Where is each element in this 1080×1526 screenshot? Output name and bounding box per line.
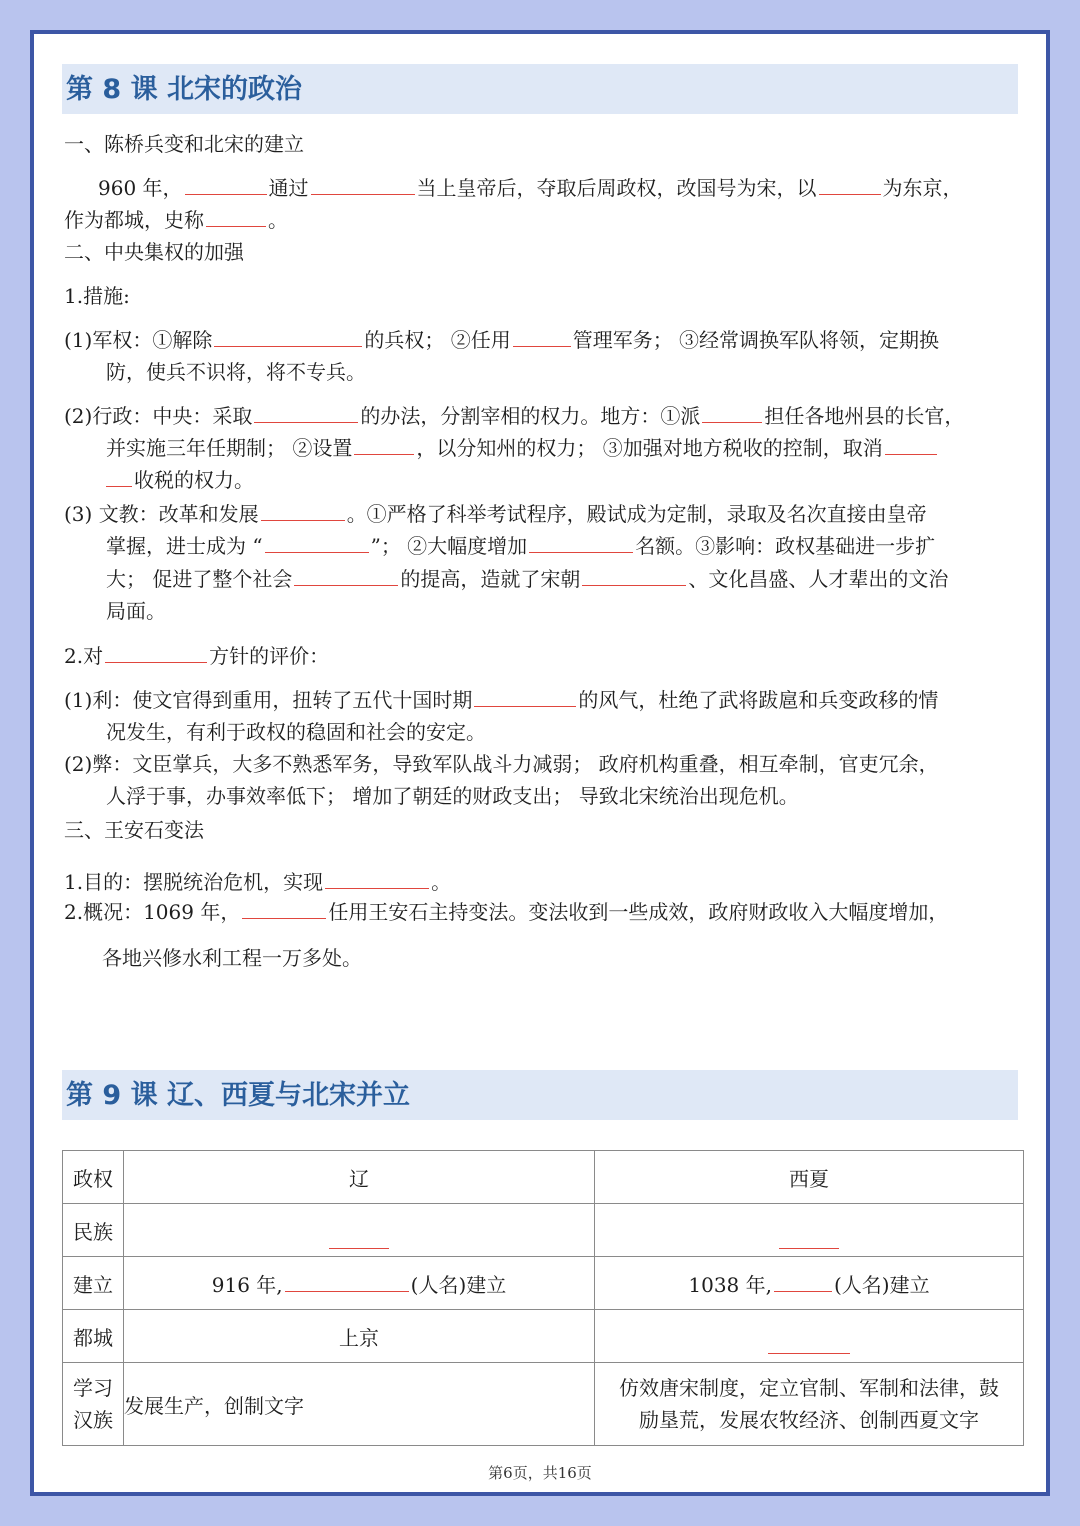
fill-blank[interactable] xyxy=(354,434,414,455)
table-header-cell: 辽 xyxy=(124,1151,595,1204)
document-page xyxy=(30,30,1050,1496)
fill-blank[interactable] xyxy=(513,326,571,347)
table-cell: 上京 xyxy=(124,1310,595,1363)
row-label: 建立 xyxy=(63,1257,124,1310)
table-cell xyxy=(124,1204,595,1257)
fill-blank[interactable] xyxy=(294,565,398,586)
para-chenqiao-line1: 960 年， 通过 当上皇帝后，夺取后周政权，改国号为宋，以 为东京， xyxy=(98,176,963,200)
fill-blank[interactable] xyxy=(529,532,633,553)
fill-blank[interactable] xyxy=(779,1228,839,1249)
military-line1: (1)军权：①解除 的兵权； ②任用 管理军务； ③经常调换军队将领，定期换 xyxy=(64,328,940,352)
con-line1: (2)弊：文臣掌兵，大多不熟悉军务，导致军队战斗力减弱； 政府机构重叠，相互牵制，官吏冗余， xyxy=(64,752,939,776)
section-heading-2: 二、中央集权的加强 xyxy=(64,240,244,264)
admin-line1: (2)行政：中央：采取 的办法，分割宰相的权力。地方：①派 担任各地州县的长官， xyxy=(64,404,965,428)
fill-blank[interactable] xyxy=(214,326,362,347)
fill-blank[interactable] xyxy=(582,565,686,586)
overview-line1: 2.概况：1069 年， 任用王安石主持变法。变法收到一些成效，政府财政收入大幅度增加， xyxy=(64,900,949,924)
table-cell: 仿效唐宋制度，定立官制、军制和法律，鼓 励垦荒，发展农牧经济、创制西夏文字 xyxy=(595,1363,1024,1446)
table-cell xyxy=(595,1310,1024,1363)
pro-line1: (1)利：使文官得到重用，扭转了五代十国时期 的风气，杜绝了武将跋扈和兵变政移的情 xyxy=(64,688,939,712)
fill-blank[interactable] xyxy=(768,1333,850,1354)
culture-line1: (3) 文教：改革和发展 。①严格了科举考试程序，殿试成为定制，录取及名次直接由皇帝 xyxy=(64,502,927,526)
culture-line3: 大； 促进了整个社会 的提高，造就了宋朝 、文化昌盛、人才辈出的文治 xyxy=(106,567,949,591)
row-label: 民族 xyxy=(63,1204,124,1257)
goal-line: 1.目的：摆脱统治危机，实现 。 xyxy=(64,870,452,894)
admin-line3: 收税的权力。 xyxy=(106,466,254,494)
pro-line2: 况发生，有利于政权的稳固和社会的安定。 xyxy=(106,720,486,744)
fill-blank[interactable] xyxy=(185,174,267,195)
con-line2: 人浮于事，办事效率低下； 增加了朝廷的财政支出； 导致北宋统治出现危机。 xyxy=(106,784,799,808)
table-header-row xyxy=(63,1151,1024,1204)
para-chenqiao-line2: 作为都城，史称 。 xyxy=(64,208,288,232)
culture-line4: 局面。 xyxy=(106,599,166,623)
fill-blank[interactable] xyxy=(285,1271,409,1292)
fill-blank[interactable] xyxy=(254,402,358,423)
fill-blank[interactable] xyxy=(474,686,576,707)
table-cell: 发展生产，创制文字 xyxy=(124,1363,595,1446)
table-row xyxy=(63,1204,1024,1257)
page-footer: 第6页，共16页 xyxy=(488,1464,592,1482)
fill-blank[interactable] xyxy=(702,402,762,423)
fill-blank[interactable] xyxy=(265,532,369,553)
table-cell: 916 年, (人名)建立 xyxy=(124,1257,595,1310)
fill-blank[interactable] xyxy=(311,174,415,195)
regimes-table xyxy=(62,1150,1024,1446)
fill-blank[interactable] xyxy=(325,868,429,889)
fill-blank[interactable] xyxy=(261,500,345,521)
table-row xyxy=(63,1363,1024,1446)
fill-blank[interactable] xyxy=(242,898,326,919)
fill-blank[interactable] xyxy=(774,1271,832,1292)
evaluation-label: 2.对 方针的评价： xyxy=(64,644,330,668)
section-heading-3: 三、王安石变法 xyxy=(64,818,204,842)
fill-blank[interactable] xyxy=(105,642,207,663)
table-cell: 1038 年, (人名)建立 xyxy=(595,1257,1024,1310)
lesson9-title: 第 9 课 辽、西夏与北宋并立 xyxy=(62,1070,1018,1120)
table-header-cell: 西夏 xyxy=(595,1151,1024,1204)
military-line2: 防，使兵不识将，将不专兵。 xyxy=(106,360,366,384)
row-label: 学习 汉族 xyxy=(63,1363,124,1446)
table-row xyxy=(63,1310,1024,1363)
fill-blank[interactable] xyxy=(885,434,937,455)
section-heading-1: 一、陈桥兵变和北宋的建立 xyxy=(64,132,304,156)
row-label: 都城 xyxy=(63,1310,124,1363)
fill-blank[interactable] xyxy=(819,174,881,195)
lesson8-title: 第 8 课 北宋的政治 xyxy=(62,64,1018,114)
admin-line2: 并实施三年任期制； ②设置 ，以分知州的权力； ③加强对地方税收的控制，取消 xyxy=(106,434,939,462)
fill-blank[interactable] xyxy=(206,206,266,227)
overview-line2: 各地兴修水利工程一万多处。 xyxy=(102,946,362,970)
culture-line2: 掌握，进士成为 “ ”； ②大幅度增加 名额。③影响：政权基础进一步扩 xyxy=(106,534,936,558)
fill-blank[interactable] xyxy=(106,466,132,487)
fill-blank[interactable] xyxy=(329,1228,389,1249)
table-header-cell: 政权 xyxy=(63,1151,124,1204)
table-cell xyxy=(595,1204,1024,1257)
measures-label: 1.措施: xyxy=(64,284,130,308)
table-row xyxy=(63,1257,1024,1310)
